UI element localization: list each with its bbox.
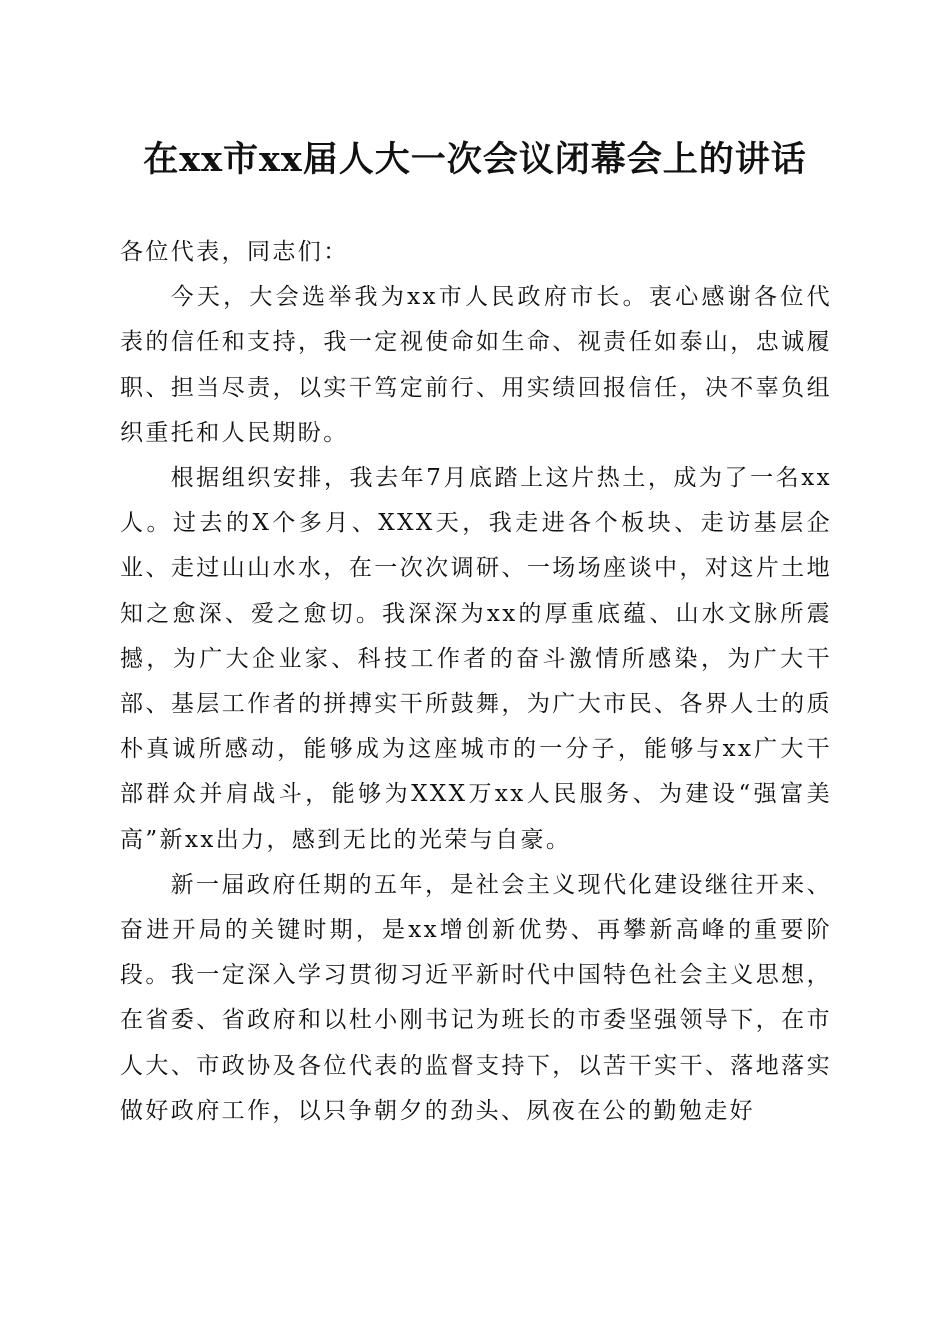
paragraph: 今天，大会选举我为xx市人民政府市长。衷心感谢各位代表的信任和支持，我一定视使命如生命、视责任如泰山，忠诚履职、担当尽责，以实干笃定前行、用实绩回报信任，决不辜负组织重托和人民期盼。 bbox=[120, 284, 832, 446]
document-title: 在xx市xx届人大一次会议闭幕会上的讲话 bbox=[143, 139, 807, 180]
paragraph: 根据组织安排，我去年7月底踏上这片热土，成为了一名xx人。过去的X个多月、XXX天，我走进各个板块、走访基层企业、走过山山水水，在一次次调研、一场场座谈中，对这片土地知之愈深、爱之愈切。我深深为xx的厚重底蕴、山水文脉所震撼，为广大企业家、科技工作者的奋斗激情所感染，为广大干部、基层工作者的拼搏实干所鼓舞，为广大市民、各界人士的质朴真诚所感动，能够成为这座城市的一分子，能够与xx广大干部群众并肩战斗，能够为XXX万xx人民服务、为建设“强富美高”新xx出力，感到无比的光荣与自豪。 bbox=[120, 465, 832, 853]
paragraph: 新一届政府任期的五年，是社会主义现代化建设继往开来、奋进开局的关键时期，是xx增创新优势、再攀新高峰的重要阶段。我一定深入学习贯彻习近平新时代中国特色社会主义思想，在省委、省政府和以杜小刚书记为班长的市委坚强领导下，在市人大、市政协及各位代表的监督支持下，以苦干实干、落地落实做好政府工作，以只争朝夕的劲头、夙夜在公的勤勉走好 bbox=[120, 871, 832, 1124]
salutation: 各位代表，同志们： bbox=[120, 239, 349, 265]
document-body bbox=[120, 230, 832, 1134]
